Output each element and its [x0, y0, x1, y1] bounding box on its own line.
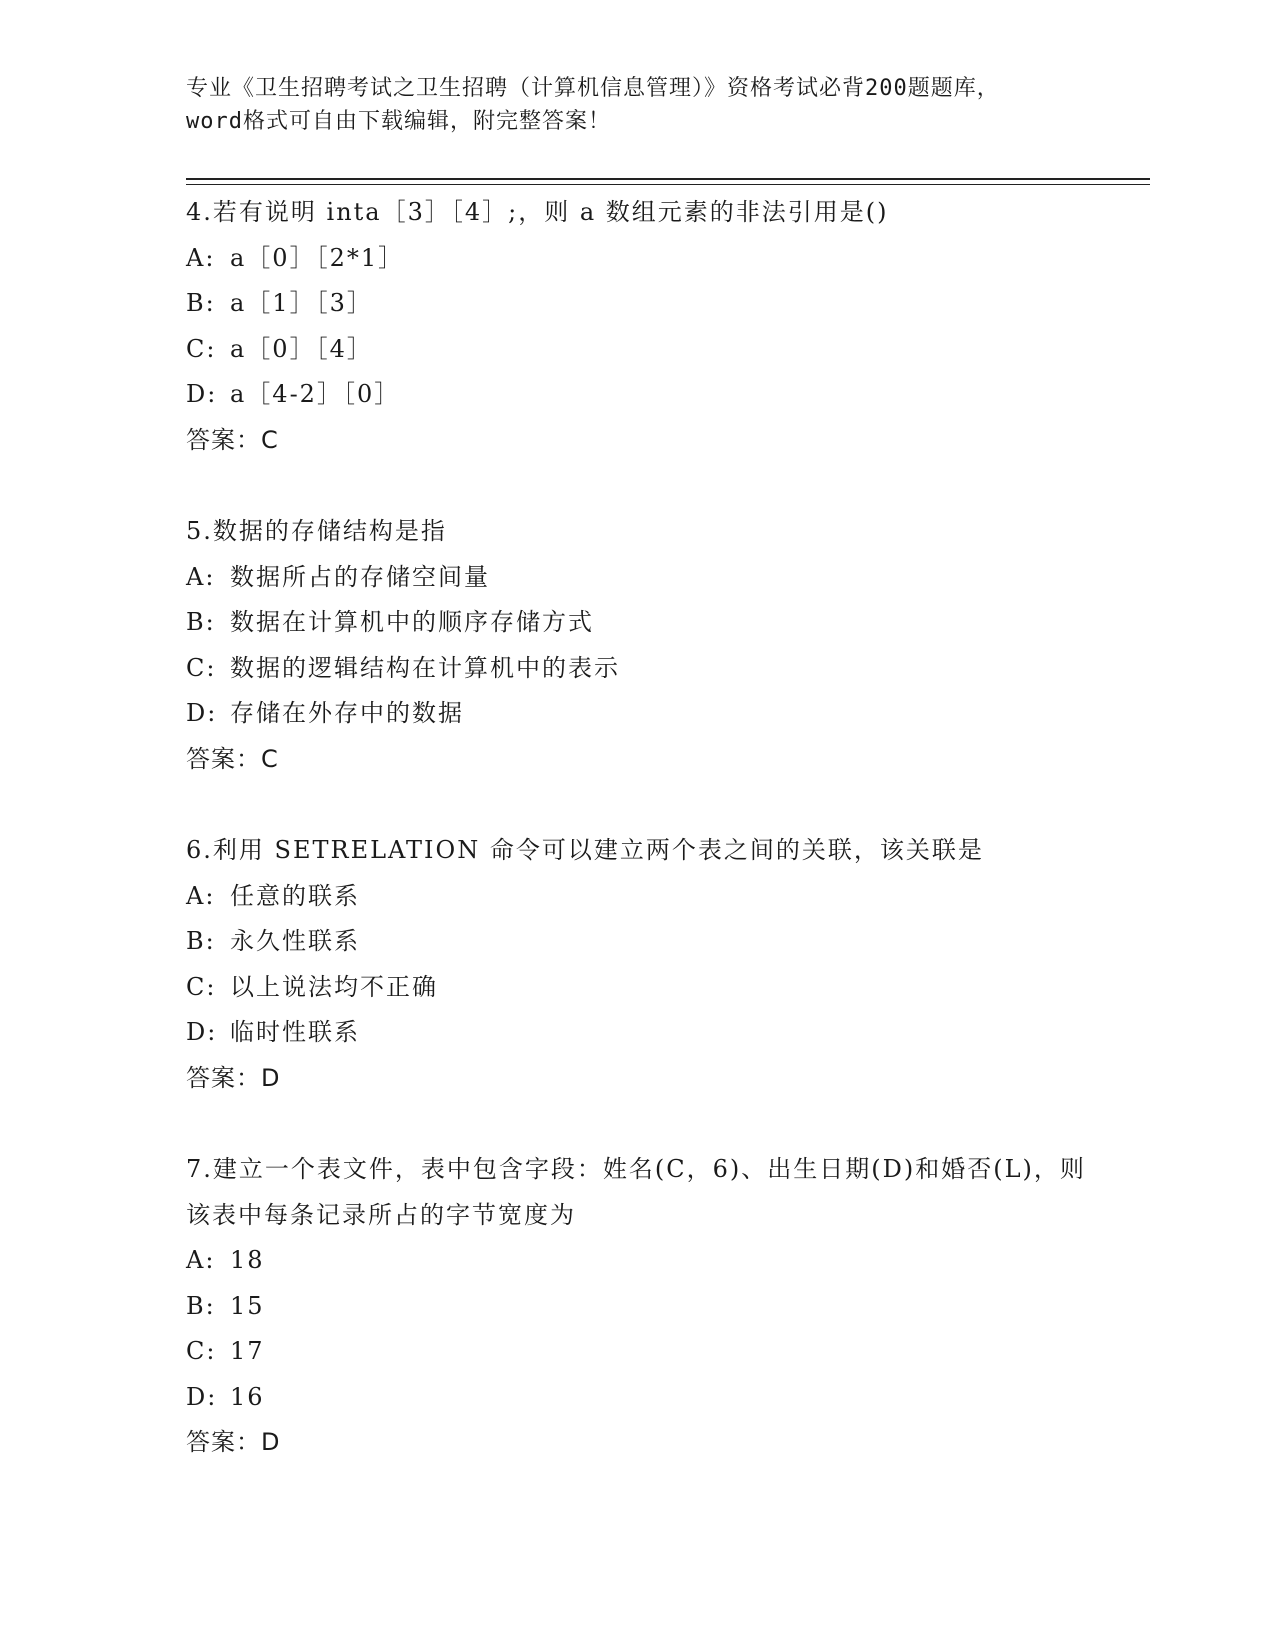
option-text: 18 [230, 1246, 265, 1274]
option-letter: B: [186, 927, 216, 955]
document-header [186, 72, 1086, 138]
option-letter: C: [186, 1337, 217, 1365]
header-line-2: word格式可自由下载编辑，附完整答案！ [186, 109, 611, 134]
option-text: 数据在计算机中的顺序存储方式 [230, 608, 594, 636]
option-a [186, 1238, 1086, 1284]
question-text: 4.若有说明 inta［3］［4］;，则 a 数组元素的非法引用是() [186, 198, 889, 226]
option-letter: D: [186, 1382, 218, 1411]
answer-line: 答案：C [186, 425, 279, 454]
question-list [186, 190, 1086, 1512]
option-letter: D: [186, 699, 218, 727]
option-letter: A: [186, 562, 216, 591]
option-letter: C: [186, 972, 217, 1001]
option-letter: A: [186, 1246, 216, 1274]
option-text: 数据的逻辑结构在计算机中的表示 [230, 653, 620, 682]
option-text: 15 [230, 1291, 265, 1320]
question-4 [186, 190, 1086, 463]
option-text: 16 [230, 1382, 265, 1411]
option-letter: B: [186, 608, 216, 636]
header-line-1: 专业《卫生招聘考试之卫生招聘（计算机信息管理）》资格考试必背200题题库， [186, 76, 1000, 101]
option-letter: A: [186, 881, 216, 910]
option-letter: B: [186, 1291, 216, 1320]
option-a [186, 555, 1086, 601]
option-d [186, 691, 1086, 737]
option-letter: C: [186, 653, 217, 682]
option-text: 存储在外存中的数据 [230, 699, 464, 727]
answer-line: 答案：C [186, 744, 279, 773]
option-text: a［1］［3］ [230, 289, 373, 317]
option-b [186, 1284, 1086, 1330]
option-text: a［4-2］［0］ [230, 380, 401, 408]
header-divider-thin [186, 184, 1150, 185]
option-letter: A: [186, 243, 216, 272]
option-c [186, 965, 1086, 1011]
option-letter: B: [186, 289, 216, 317]
option-text: 17 [230, 1337, 265, 1365]
option-text: 临时性联系 [230, 1018, 360, 1046]
option-b [186, 281, 1086, 327]
option-letter: D: [186, 1018, 218, 1046]
option-d [186, 372, 1086, 418]
option-d [186, 1010, 1086, 1056]
option-text: 永久性联系 [230, 927, 360, 955]
option-b [186, 600, 1086, 646]
question-text: 7.建立一个表文件，表中包含字段：姓名(C，6)、出生日期(D)和婚否(L)，则该表中每条记录所占的字节宽度为 [186, 1155, 1086, 1229]
answer-line: 答案：D [186, 1063, 281, 1092]
option-b [186, 919, 1086, 965]
option-letter: C: [186, 334, 217, 363]
option-text: a［0］［4］ [230, 334, 373, 363]
option-c [186, 646, 1086, 692]
answer-line: 答案：D [186, 1428, 281, 1456]
question-6 [186, 828, 1086, 1101]
question-text: 6.利用 SETRELATION 命令可以建立两个表之间的关联，该关联是 [186, 836, 984, 864]
option-d [186, 1375, 1086, 1421]
question-7 [186, 1147, 1086, 1466]
question-5 [186, 509, 1086, 782]
option-text: a［0］［2*1］ [230, 243, 405, 272]
option-c [186, 327, 1086, 373]
option-text: 任意的联系 [230, 881, 360, 910]
option-c [186, 1329, 1086, 1375]
header-divider-thick [186, 178, 1150, 180]
option-a [186, 874, 1086, 920]
question-text: 5.数据的存储结构是指 [186, 517, 447, 545]
option-text: 数据所占的存储空间量 [230, 562, 490, 591]
option-text: 以上说法均不正确 [230, 972, 438, 1001]
option-a [186, 236, 1086, 282]
option-letter: D: [186, 380, 218, 408]
